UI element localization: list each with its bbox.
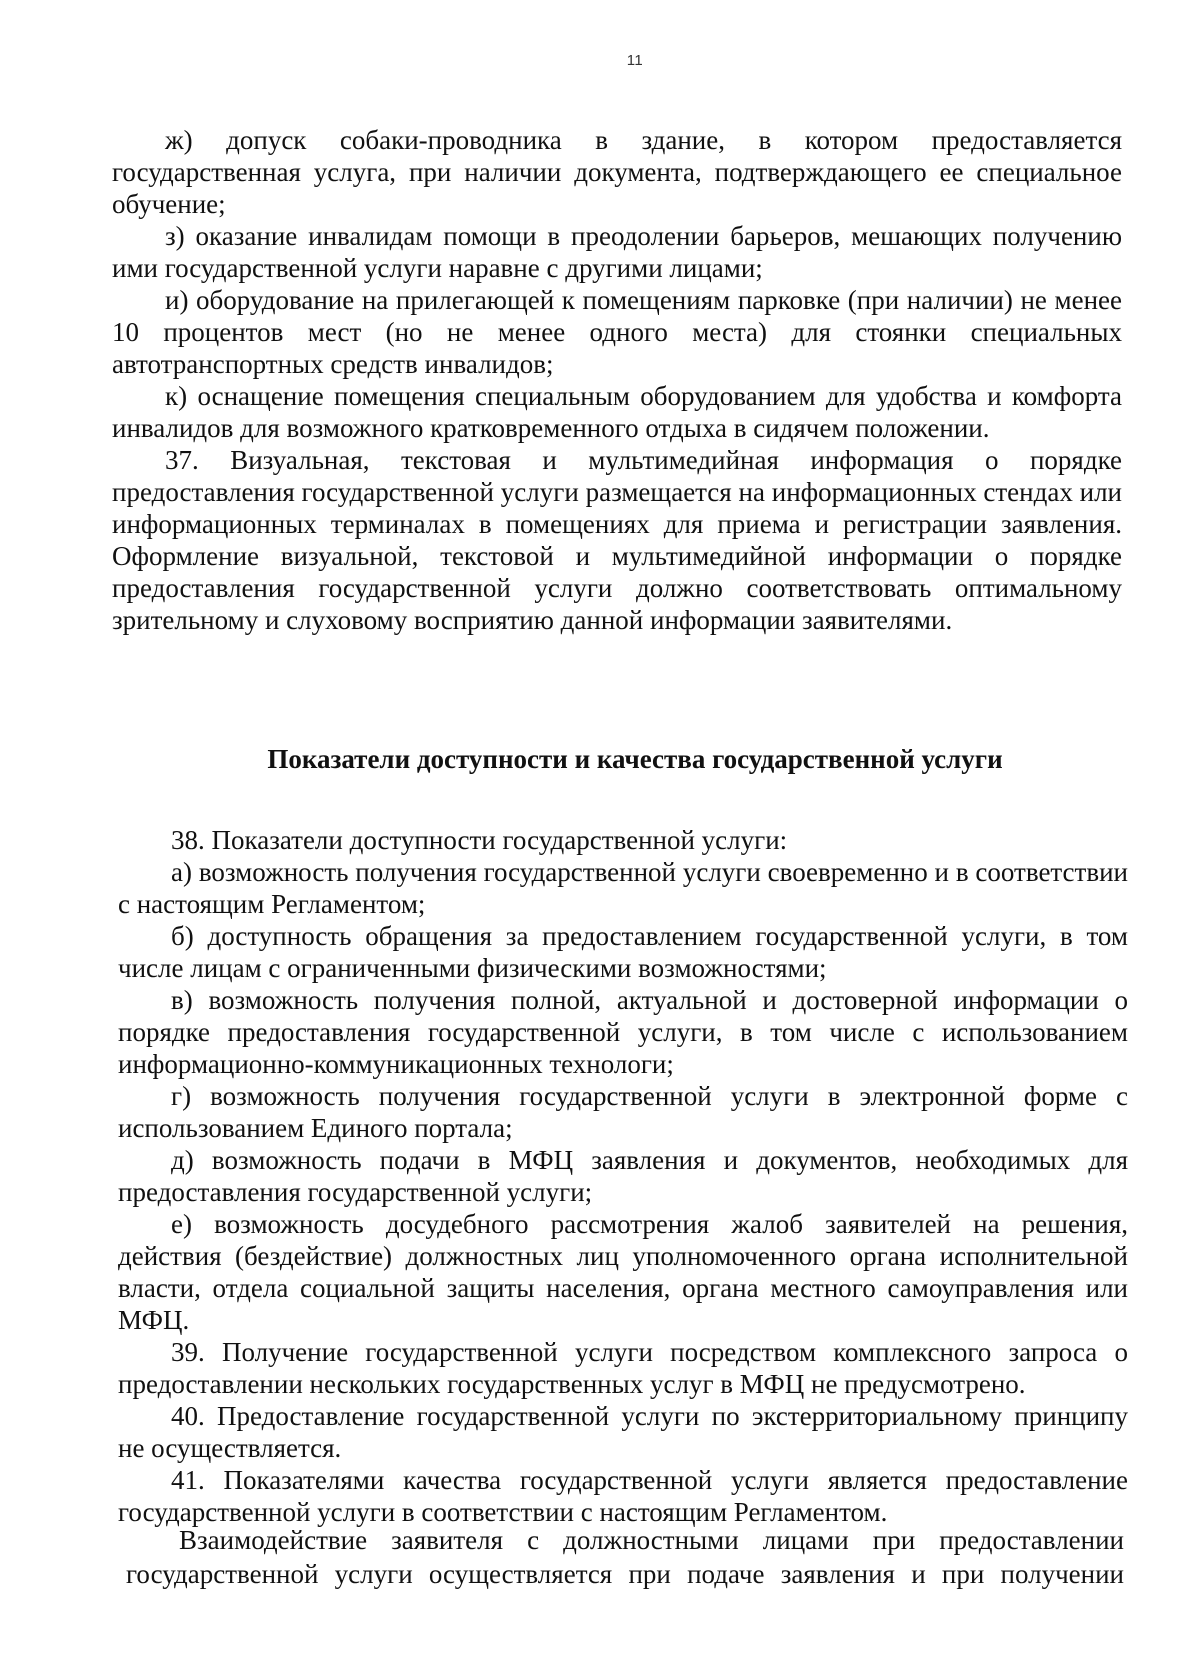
bottom-text-block xyxy=(126,1523,1124,1591)
page-number: 11 xyxy=(626,52,644,69)
paragraph-41: 41. Показателями качества государственной услуги является предоставление государственной услуги в соответствии с настоящим Регламентом. xyxy=(118,1465,1128,1527)
paragraph-37: 37. Визуальная, текстовая и мультимедийная информация о порядке предоставления государственной услуги размещается на информационных стендах или информационных терминалах в помещениях для приема и регистрации заявления. Оформление визуальной, текстовой и мультимедийной информации о порядке предоставления государственной услуги должно соответствовать оптимальному зрительному и слуховому восприятию данной информации заявителями. xyxy=(112,445,1122,635)
top-text-block xyxy=(112,124,1122,636)
paragraph-zh: ж) допуск собаки-проводника в здание, в котором предоставляется государственная услуга, при наличии документа, подтверждающего ее специальное обучение; xyxy=(112,125,1122,219)
paragraph-a: а) возможность получения государственной услуги своевременно и в соответствии с настоящим Регламентом; xyxy=(118,857,1128,919)
paragraph-g: г) возможность получения государственной услуги в электронной форме с использованием Единого портала; xyxy=(118,1081,1128,1143)
paragraph-e: е) возможность досудебного рассмотрения жалоб заявителей на решения, действия (бездействие) должностных лиц уполномоченного органа исполнительной власти, отдела социальной защиты населения, органа местного самоуправления или МФЦ. xyxy=(118,1209,1128,1335)
section-heading: Показатели доступности и качества государственной услуги xyxy=(267,744,1003,774)
mid-text-block xyxy=(118,824,1128,1528)
paragraph-k: к) оснащение помещения специальным оборудованием для удобства и комфорта инвалидов для возможного кратковременного отдыха в сидячем положении. xyxy=(112,381,1122,443)
paragraph-z: з) оказание инвалидам помощи в преодолении барьеров, мешающих получению ими государственной услуги наравне с другими лицами; xyxy=(112,221,1122,283)
paragraph-interaction: Взаимодействие заявителя с должностными лицами при предоставлении государственной услуги осуществляется при подаче заявления и при получении xyxy=(126,1525,1124,1589)
paragraph-b: б) доступность обращения за предоставлением государственной услуги, в том числе лицам с ограниченными физическими возможностями; xyxy=(118,921,1128,983)
paragraph-40: 40. Предоставление государственной услуги по экстерриториальному принципу не осуществляется. xyxy=(118,1401,1128,1463)
paragraph-39: 39. Получение государственной услуги посредством комплексного запроса о предоставлении нескольких государственных услуг в МФЦ не предусмотрено. xyxy=(118,1337,1128,1399)
paragraph-d: д) возможность подачи в МФЦ заявления и документов, необходимых для предоставления государственной услуги; xyxy=(118,1145,1128,1207)
paragraph-i: и) оборудование на прилегающей к помещениям парковке (при наличии) не менее 10 процентов мест (но не менее одного места) для стоянки специальных автотранспортных средств инвалидов; xyxy=(112,285,1122,379)
paragraph-v: в) возможность получения полной, актуальной и достоверной информации о порядке предоставления государственной услуги, в том числе с использованием информационно-коммуникационных технологи; xyxy=(118,985,1128,1079)
paragraph-38: 38. Показатели доступности государственной услуги: xyxy=(171,825,788,855)
